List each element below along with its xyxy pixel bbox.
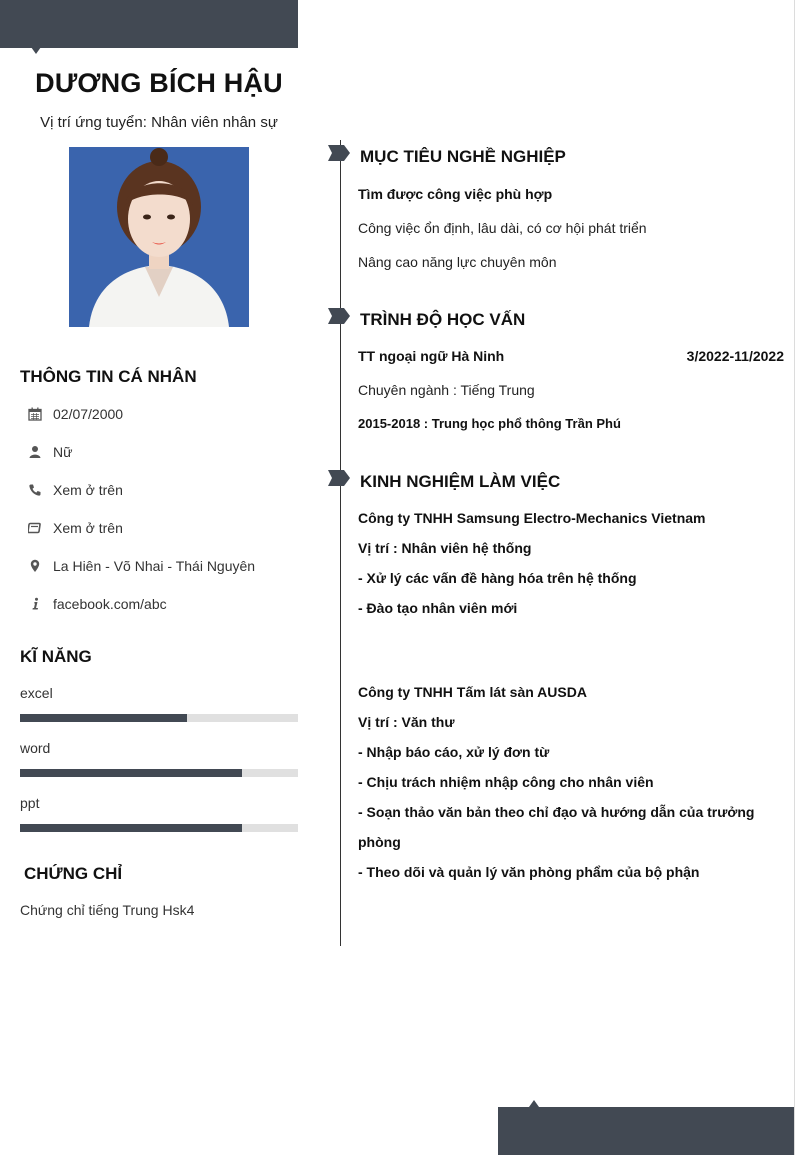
education-period: 3/2022-11/2022 — [686, 348, 784, 364]
bottom-footer-band — [498, 1107, 794, 1155]
skill-label-excel: excel — [20, 685, 53, 701]
education-school: TT ngoại ngữ Hà Ninh — [358, 348, 505, 364]
skill-fill-word — [20, 769, 242, 777]
gender-text: Nữ — [53, 444, 73, 460]
experience-heading: KINH NGHIỆM LÀM VIỆC — [360, 472, 561, 491]
info-row-phone — [28, 480, 123, 500]
calendar-icon — [28, 407, 42, 421]
job-1-task-1: - Xử lý các vấn đề hàng hóa trên hệ thống — [358, 570, 637, 586]
phone-icon — [28, 483, 42, 497]
objective-line-2: Công việc ổn định, lâu dài, có cơ hội phát triển — [358, 220, 647, 236]
portrait-illustration — [69, 147, 249, 327]
info-row-gender — [28, 442, 72, 462]
info-row-address — [28, 556, 255, 576]
job-2-task-1: - Nhập báo cáo, xử lý đơn từ — [358, 744, 550, 760]
education-highschool: 2015-2018 : Trung học phổ thông Trần Phú — [358, 416, 621, 431]
job-2-task-4: - Theo dõi và quản lý văn phòng phẩm của bộ phận — [358, 864, 700, 880]
job-2-task-3-continued: phòng — [358, 834, 401, 850]
page-edge-line — [794, 0, 795, 1155]
skill-bar-ppt — [20, 824, 298, 832]
top-header-band — [0, 0, 298, 48]
phone-text: Xem ở trên — [53, 482, 123, 498]
job-2-task-3: - Soạn thảo văn bản theo chỉ đạo và hướng dẫn của trưởng — [358, 804, 755, 820]
location-icon — [28, 559, 42, 573]
info-row-email — [28, 518, 123, 538]
social-link-text[interactable]: facebook.com/abc — [53, 596, 167, 612]
objective-heading: MỤC TIÊU NGHỀ NGHIỆP — [360, 147, 566, 166]
certificate-item: Chứng chỉ tiếng Trung Hsk4 — [20, 902, 195, 918]
job-1-role: Vị trí : Nhân viên hệ thống — [358, 540, 532, 556]
section-marker-objective — [328, 145, 350, 161]
candidate-name: DƯƠNG BÍCH HẬU — [35, 68, 283, 98]
section-marker-education — [328, 308, 350, 324]
user-icon — [28, 445, 42, 459]
job-1-task-2: - Đào tạo nhân viên mới — [358, 600, 518, 616]
skill-fill-excel — [20, 714, 187, 722]
top-band-pointer — [31, 47, 41, 54]
address-text: La Hiên - Võ Nhai - Thái Nguyên — [53, 558, 256, 574]
info-row-social — [28, 594, 167, 614]
email-text: Xem ở trên — [53, 520, 123, 536]
education-heading: TRÌNH ĐỘ HỌC VẤN — [360, 310, 526, 329]
skill-bar-word — [20, 769, 298, 777]
objective-line-3: Nâng cao năng lực chuyên môn — [358, 254, 557, 270]
job-2-role: Vị trí : Văn thư — [358, 714, 455, 730]
skill-label-ppt: ppt — [20, 795, 40, 811]
skill-label-word: word — [20, 740, 51, 756]
email-icon — [28, 521, 42, 535]
birthday-text: 02/07/2000 — [53, 406, 124, 422]
education-major: Chuyên ngành : Tiếng Trung — [358, 382, 535, 398]
applied-position: Vị trí ứng tuyển: Nhân viên nhân sự — [40, 114, 278, 131]
skills-heading: KĨ NĂNG — [20, 647, 92, 666]
job-2-task-2: - Chịu trách nhiệm nhập công cho nhân viên — [358, 774, 654, 790]
skill-fill-ppt — [20, 824, 242, 832]
objective-line-1: Tìm được công việc phù hợp — [358, 186, 553, 202]
bottom-band-pointer — [529, 1100, 539, 1107]
personal-info-heading: THÔNG TIN CÁ NHÂN — [20, 367, 197, 386]
info-icon — [28, 597, 42, 611]
certificates-heading: CHỨNG CHỈ — [24, 864, 123, 883]
profile-photo — [69, 147, 249, 327]
job-2-company: Công ty TNHH Tấm lát sàn AUSDA — [358, 684, 587, 700]
section-marker-experience — [328, 470, 350, 486]
skill-bar-excel — [20, 714, 298, 722]
job-1-company: Công ty TNHH Samsung Electro-Mechanics Vietnam — [358, 510, 706, 526]
info-row-birthday — [28, 404, 123, 424]
timeline-line — [340, 140, 341, 946]
